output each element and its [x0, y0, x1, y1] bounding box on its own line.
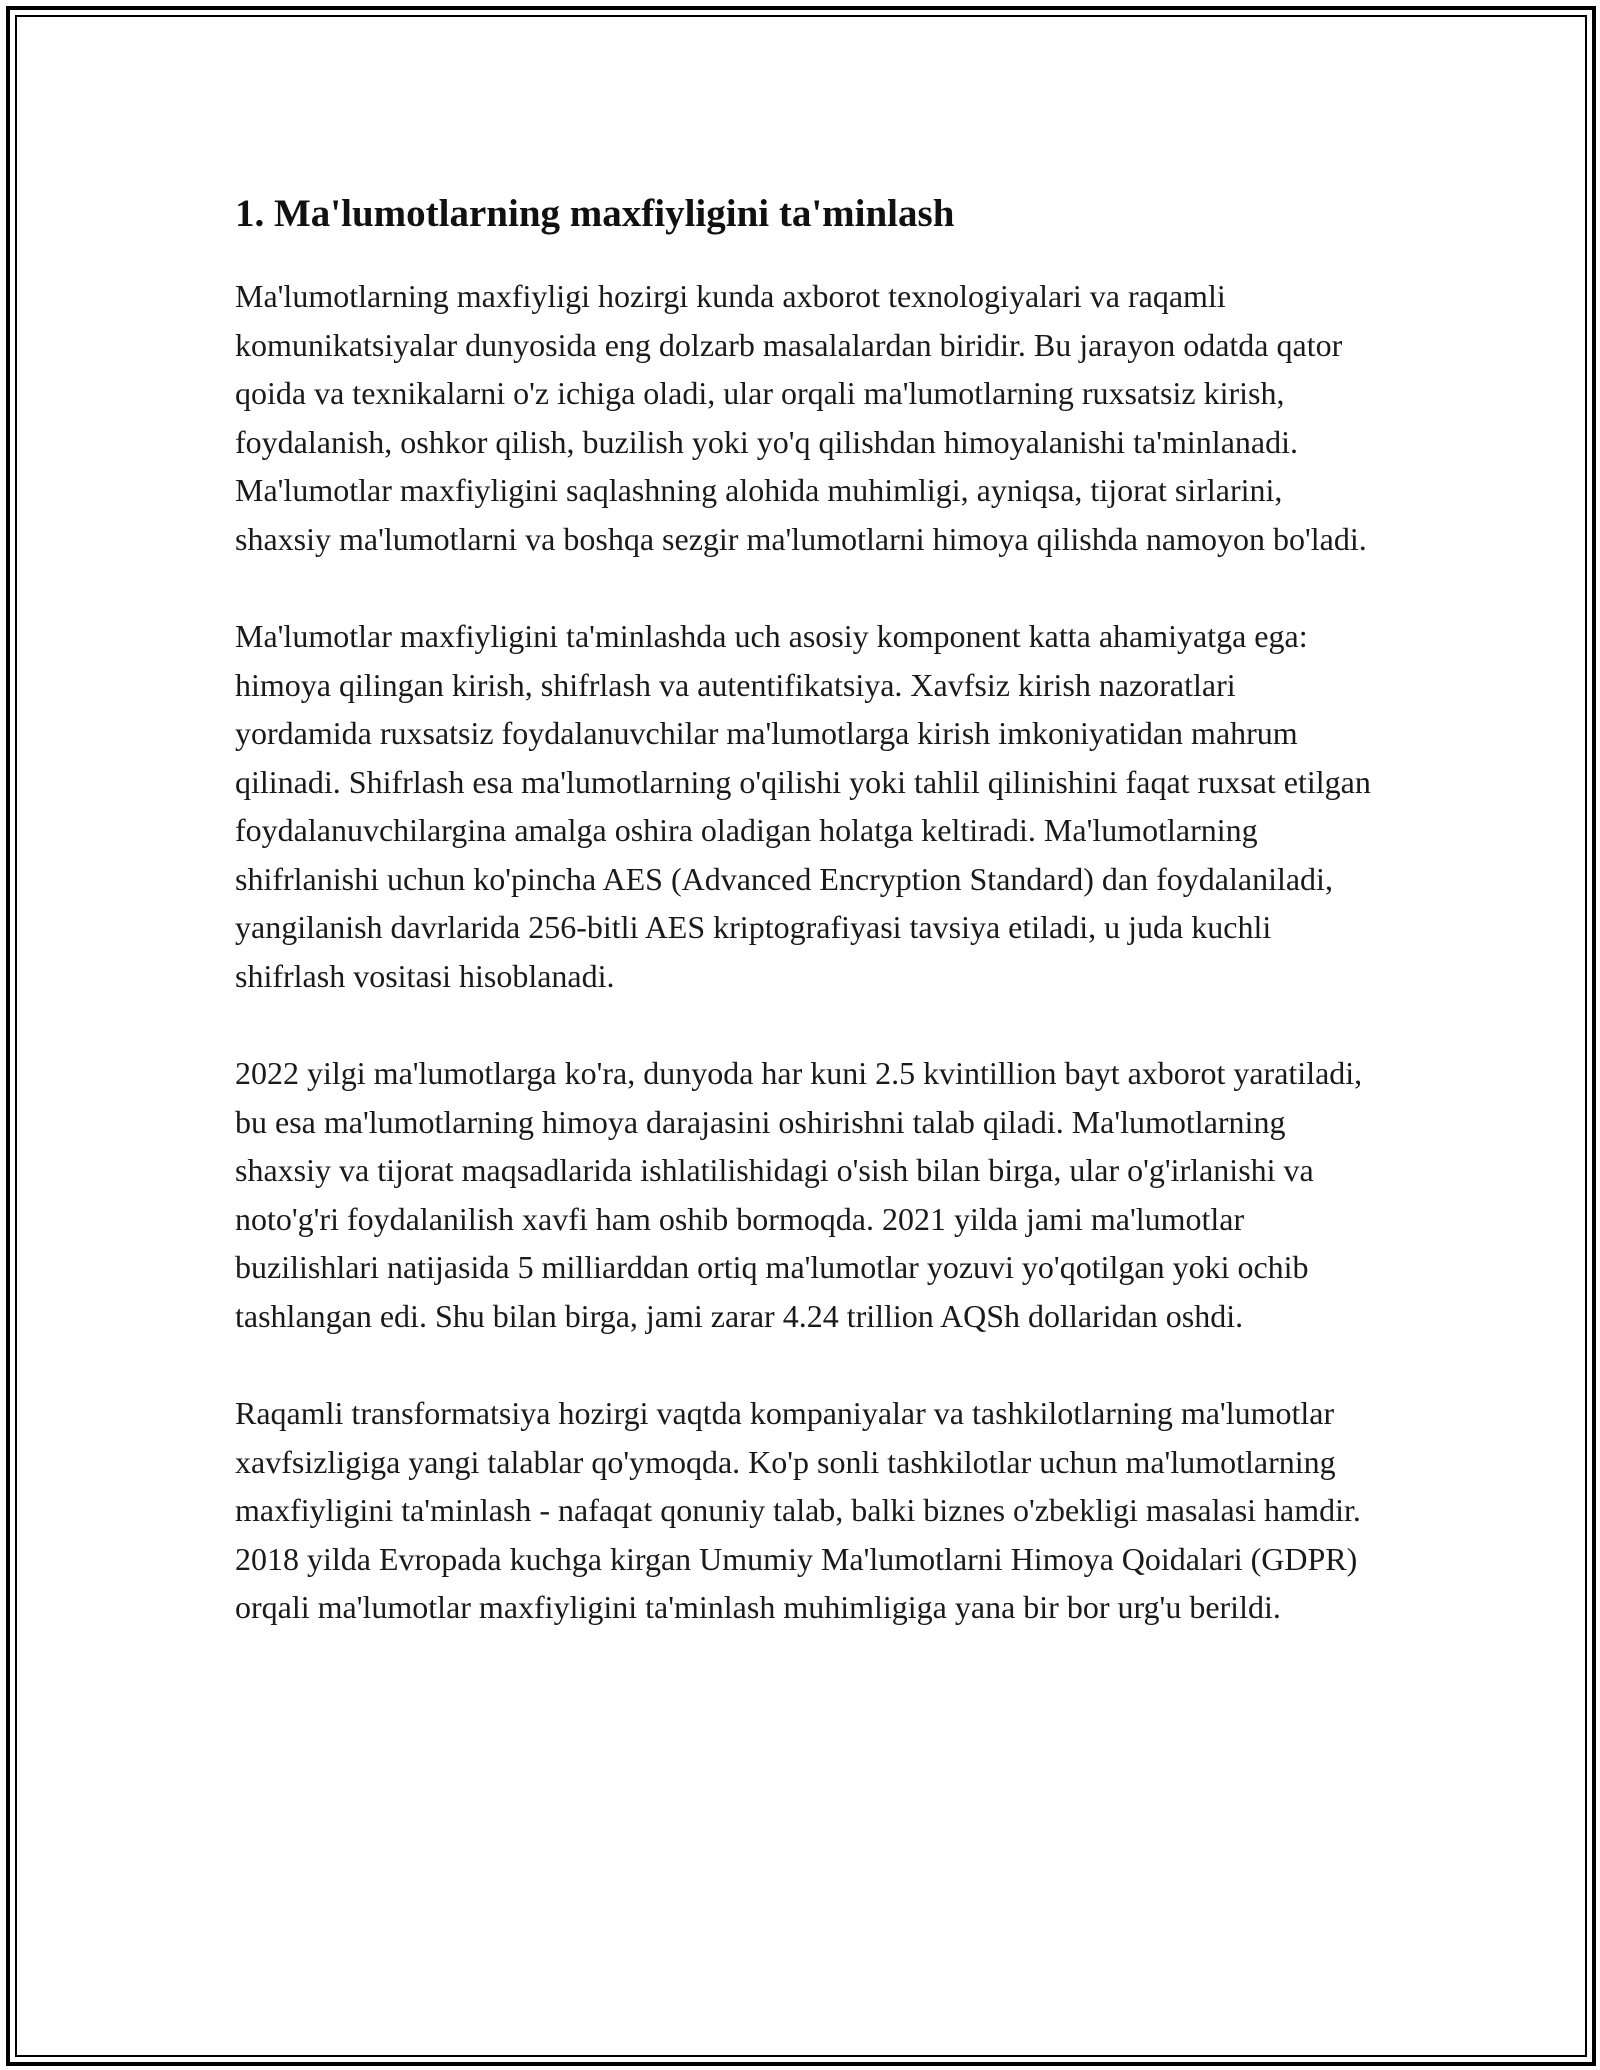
paragraph-2: Ma'lumotlar maxfiyligini ta'minlashda uch asosiy komponent katta ahamiyatga ega: himoya qilingan kirish, shifrlash va autentifikatsiya. Xavfsiz kirish nazoratlari yordamida ruxsatsiz foydalanuvchilar ma'lumotlarga kirish imkoniyatidan mahrum qilinadi. Shifrlash esa ma'lumotlarning o'qilishi yoki tahlil qilinishini faqat ruxsat etilgan foydalanuvchilargina amalga oshira oladigan holatga keltiradi. Ma'lumotlarning shifrlanishi uchun ko'pincha AES (Advanced Encryption Standard) dan foydalaniladi, yangilanish davrlarida 256-bitli AES kriptografiyasi tavsiya etiladi, u juda kuchli shifrlash vositasi hisoblanadi. [235, 618, 1371, 994]
paragraph-3: 2022 yilgi ma'lumotlarga ko'ra, dunyoda har kuni 2.5 kvintillion bayt axborot yaratiladi, bu esa ma'lumotlarning himoya darajasini oshirishni talab qiladi. Ma'lumotlarning shaxsiy va tijorat maqsadlarida ishlatilishidagi o'sish bilan birga, ular o'g'irlanishi va noto'g'ri foydalanilish xavfi ham oshib bormoqda. 2021 yilda jami ma'lumotlar buzilishlari natijasida 5 milliarddan ortiq ma'lumotlar yozuvi yo'qotilgan yoki ochib tashlangan edi. Shu bilan birga, jami zarar 4.24 trillion AQSh dollaridan oshdi. [235, 1055, 1363, 1334]
section-heading: 1. Ma'lumotlarning maxfiyligini ta'minlash [235, 192, 955, 235]
document-body [235, 186, 1380, 1632]
paragraph-1: Ma'lumotlarning maxfiyligi hozirgi kunda axborot texnologiyalari va raqamli komunikatsiyalar dunyosida eng dolzarb masalalardan biridir. Bu jarayon odatda qator qoida va texnikalarni o'z ichiga oladi, ular orqali ma'lumotlarning ruxsatsiz kirish, foydalanish, oshkor qilish, buzilish yoki yo'q qilishdan himoyalanishi ta'minlanadi. Ma'lumotlar maxfiyligini saqlashning alohida muhimligi, ayniqsa, tijorat sirlarini, shaxsiy ma'lumotlarni va boshqa sezgir ma'lumotlarni himoya qilishda namoyon bo'ladi. [235, 278, 1367, 557]
paragraph-4: Raqamli transformatsiya hozirgi vaqtda kompaniyalar va tashkilotlarning ma'lumotlar xavfsizligiga yangi talablar qo'ymoqda. Ko'p sonli tashkilotlar uchun ma'lumotlarning maxfiyligini ta'minlash - nafaqat qonuniy talab, balki biznes o'zbekligi masalasi hamdir. 2018 yilda Evropada kuchga kirgan Umumiy Ma'lumotlarni Himoya Qoidalari (GDPR) orqali ma'lumotlar maxfiyligini ta'minlash muhimligiga yana bir bor urg'u berildi. [235, 1395, 1361, 1625]
